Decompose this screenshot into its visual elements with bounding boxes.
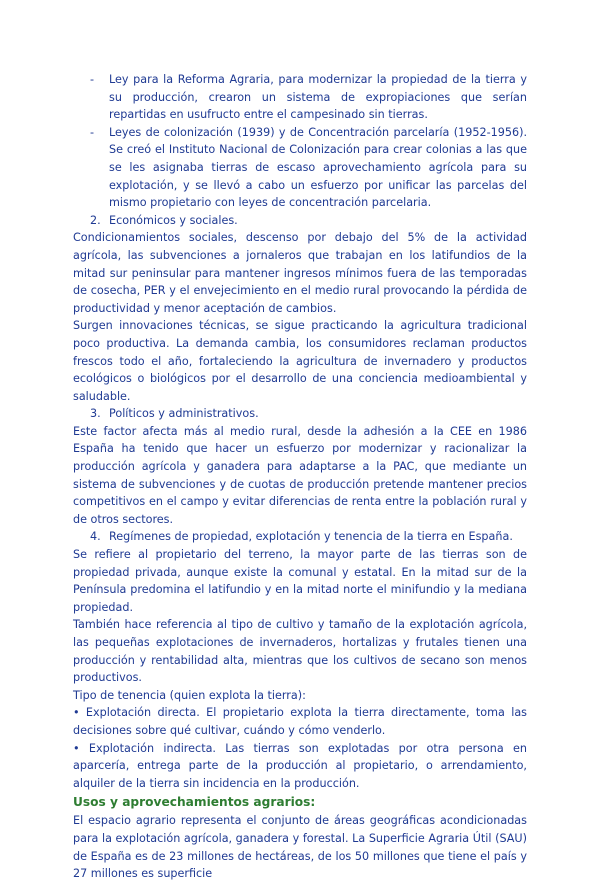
paragraph: El espacio agrario representa el conjunto de áreas geográficas acondicionadas para la explotación agrícola, ganadera y forestal. La Superficie Agraria Útil (SAU) de España es de 23 millones de hectáreas, de los 50 millones que tiene el país y 27 millones es superficie: [73, 814, 527, 881]
paragraph: Tipo de tenencia (quien explota la tierra):: [73, 688, 306, 702]
list-item-text: Ley para la Reforma Agraria, para modernizar la propiedad de la tierra y su producción, crearon un sistema de expropiaciones que serían repartidas en usufructo entre el campesinado sin tierras.: [109, 73, 527, 122]
paragraph: Se refiere al propietario del terreno, la mayor parte de las tierras son de propiedad privada, aunque existe la comunal y estatal. En la mitad sur de la Península predomina el latifundio y en la mitad norte el minifundio y la mediana propiedad.: [73, 548, 527, 614]
dash-marker: -: [90, 125, 95, 139]
section-title: Políticos y administrativos.: [109, 407, 259, 421]
bullet-item: • Explotación indirecta. Las tierras son explotadas por otra persona en aparcería, entrega parte de la producción al propietario, o arrendamiento, alquiler de la tierra sin incidencia en la producción.: [73, 741, 527, 790]
section-number: 2.: [90, 213, 101, 227]
section-heading-regimes: [73, 528, 527, 546]
section-heading-usos: Usos y aprovechamientos agrarios:: [73, 795, 316, 810]
bullet-item: • Explotación directa. El propietario explota la tierra directamente, toma las decisiones sobre qué cultivar, cuándo y cómo venderlo.: [73, 706, 527, 737]
paragraph: Surgen innovaciones técnicas, se sigue practicando la agricultura tradicional poco productiva. La demanda cambia, los consumidores reclaman productos frescos todo el año, fortaleciendo la agricultura de invernadero y productos ecológicos o biológicos por el desarrollo de una conciencia medioambiental y saludable.: [73, 319, 527, 403]
dash-marker: -: [90, 73, 95, 86]
list-item: [73, 124, 527, 212]
paragraph: Este factor afecta más al medio rural, desde la adhesión a la CEE en 1986 España ha tenido que hacer un esfuerzo por modernizar y racionalizar la producción agrícola y ganadera para adaptarse a la PAC, que mediante un sistema de subvenciones y de cuotas de producción pretende mantener precios competitivos en el campo y evitar diferencias de renta entre la población rural y de otros sectores.: [73, 424, 527, 526]
paragraph: También hace referencia al tipo de cultivo y tamaño de la explotación agrícola, las pequeñas explotaciones de invernaderos, hortalizas y frutales tienen una producción y rentabilidad alta, mientras que los cultivos de secano son menos productivos.: [73, 618, 527, 685]
list-item-text: Leyes de colonización (1939) y de Concentración parcelaría (1952-1956). Se creó el Instituto Nacional de Colonización para crear colonias a las que se les asignaba tierras de escaso aprovechamiento agrícola para su explotación, y se llevó a cabo un esfuerzo por unificar las parcelas del mismo propietario con leyes de concentración parcelaria.: [109, 125, 527, 210]
page-content: [73, 71, 527, 883]
section-heading-political: [73, 405, 527, 423]
section-heading-economic: [73, 212, 527, 230]
list-item: [73, 71, 527, 124]
paragraph: Condicionamientos sociales, descenso por debajo del 5% de la actividad agrícola, las subvenciones a jornaleros que trabajan en los latifundios de la mitad sur peninsular para mantener ingresos mínimos fuera de las temporadas de cosecha, PER y el envejecimiento en el medio rural provocando la pérdida de productividad y menor aceptación de cambios.: [73, 231, 527, 315]
section-number: 4.: [90, 530, 101, 544]
section-number: 3.: [90, 407, 101, 421]
section-title: Regímenes de propiedad, explotación y tenencia de la tierra en España.: [109, 530, 513, 544]
section-title: Económicos y sociales.: [109, 213, 238, 227]
